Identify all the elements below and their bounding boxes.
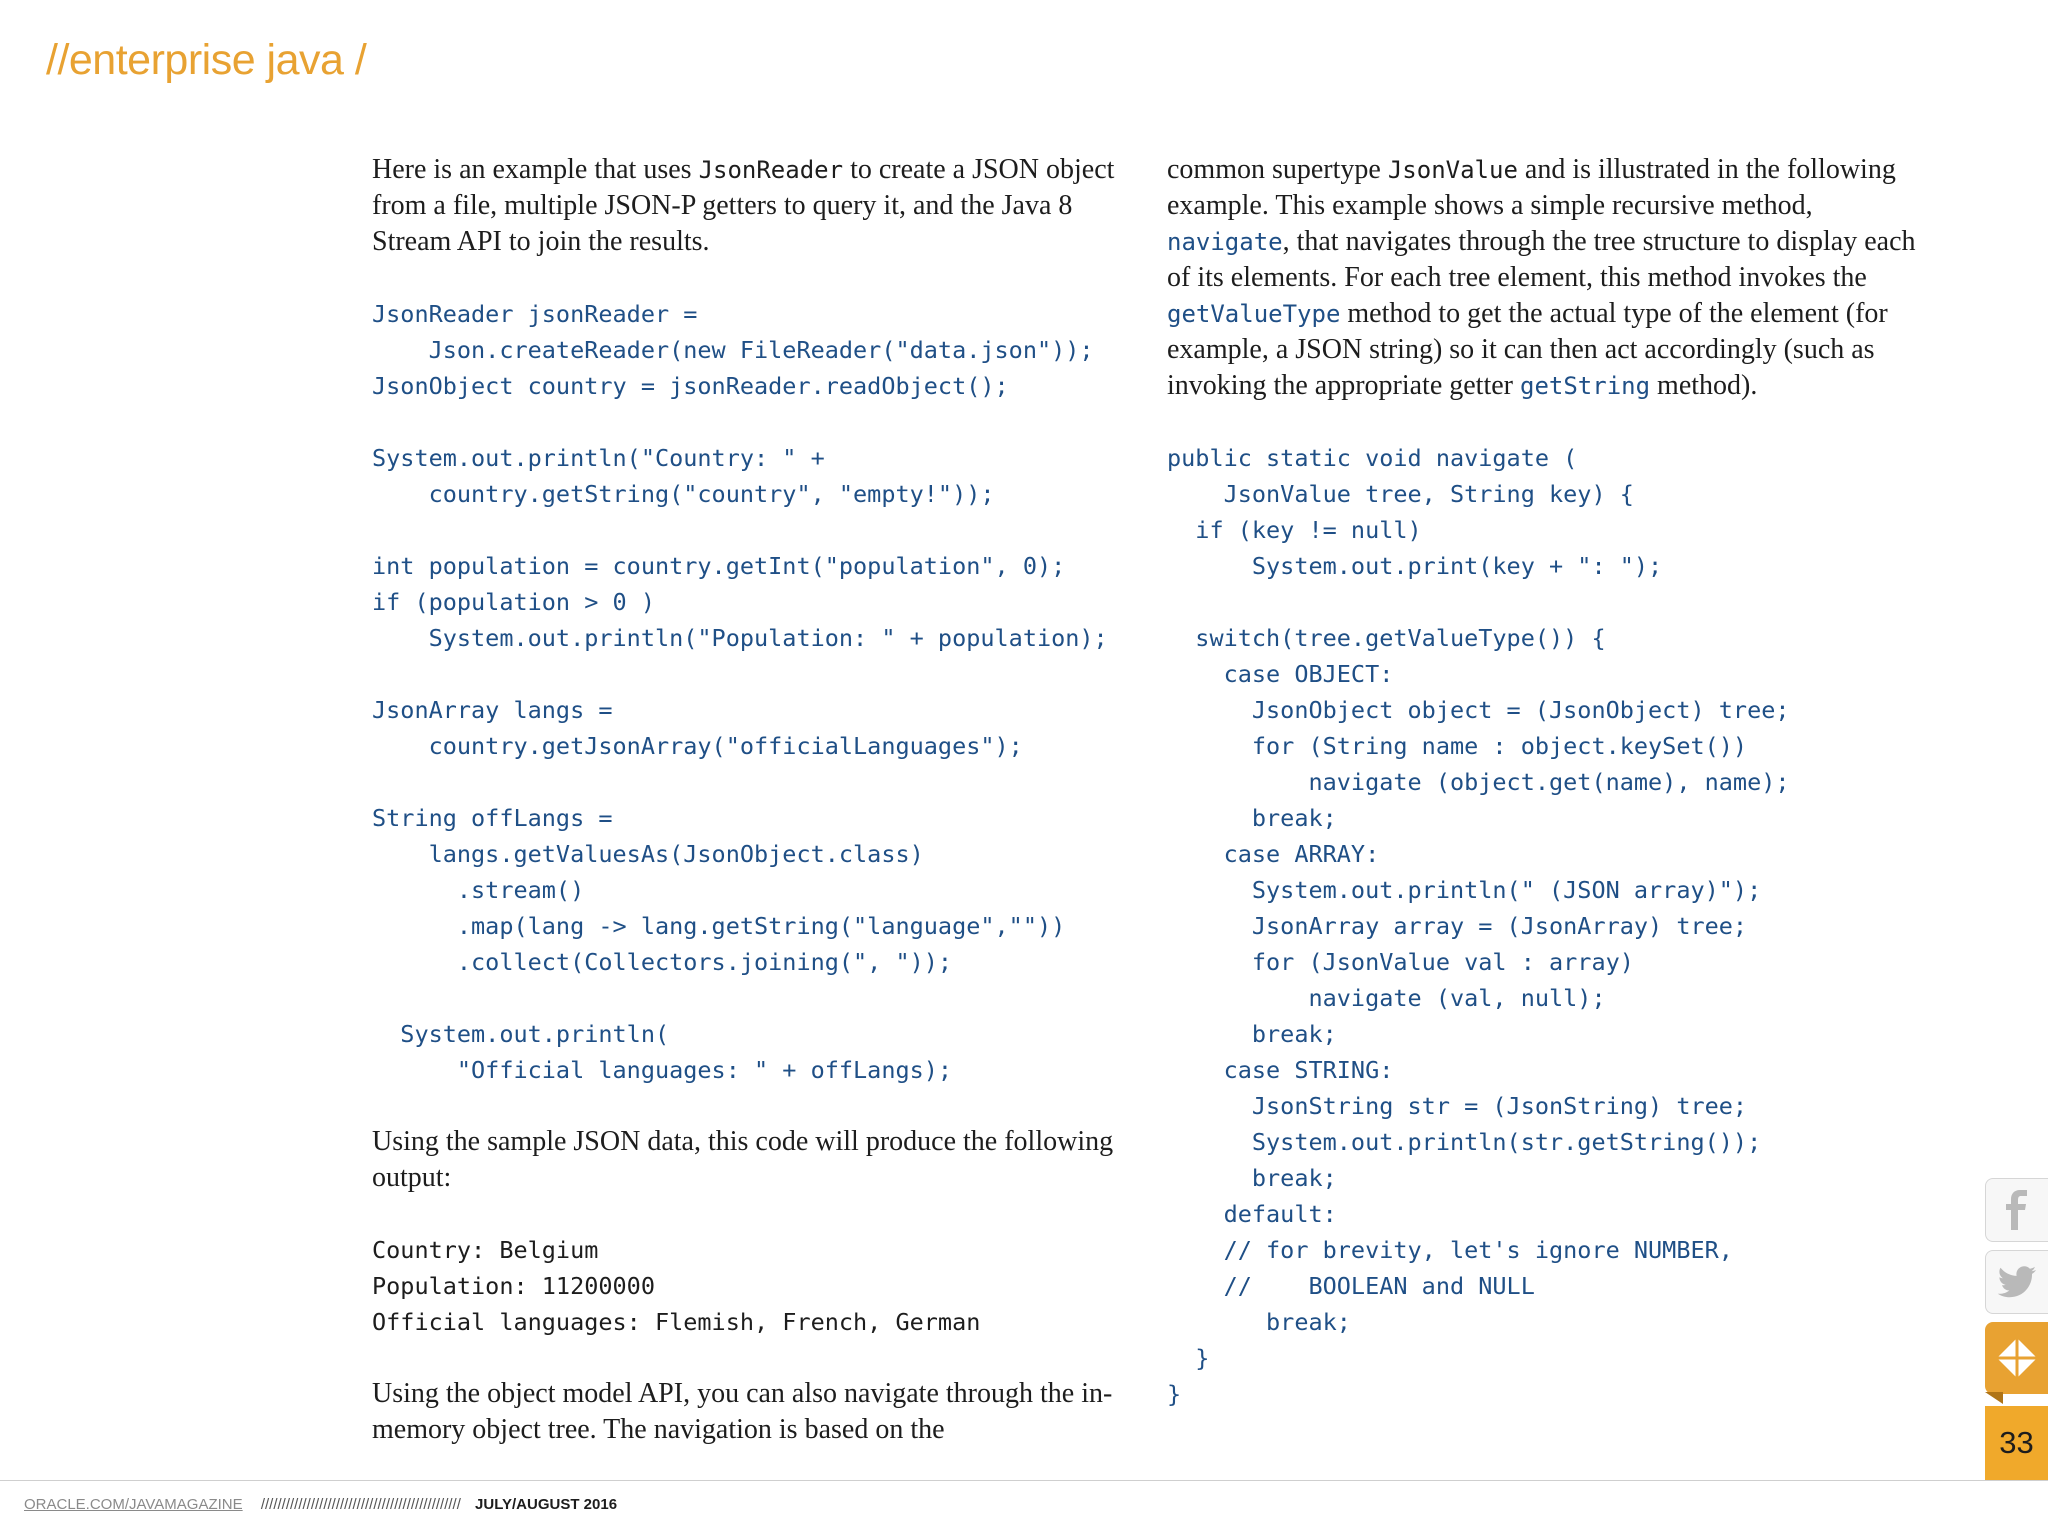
footer xyxy=(24,1496,617,1513)
code-line: System.out.println(str.getString()); xyxy=(1167,1128,1762,1156)
code-line: Population: 11200000 xyxy=(372,1272,655,1300)
text-span: Here is an example that uses xyxy=(372,154,699,185)
code-line: Json.createReader(new FileReader("data.json")); xyxy=(372,336,1094,364)
footer-divider xyxy=(0,1480,2048,1481)
text-span: method to get the actual type of the element (for example, a JSON string) so it can then act accordingly (such as invoking the appropriate getter xyxy=(1167,298,1895,401)
code-line: public static void navigate ( xyxy=(1167,444,1578,472)
code-line xyxy=(372,512,1142,548)
code-line: JsonObject country = jsonReader.readObject(); xyxy=(372,372,1009,400)
code-line: Country: Belgium xyxy=(372,1236,599,1264)
left-column xyxy=(372,152,1142,1448)
code-line: .stream() xyxy=(372,876,585,904)
code-line: JsonArray langs = xyxy=(372,696,613,724)
text-span: and is illustrated in the following example. This example shows a simple recursive method, xyxy=(1167,154,1903,221)
code-line: case STRING: xyxy=(1167,1056,1394,1084)
page-number: 33 xyxy=(1985,1406,2048,1480)
code-line: case ARRAY: xyxy=(1167,840,1380,868)
code-line: System.out.println( xyxy=(372,1020,670,1048)
code-line: System.out.print(key + ": "); xyxy=(1167,552,1663,580)
right-column xyxy=(1167,152,1927,1412)
code-line: System.out.println("Population: " + population); xyxy=(372,624,1108,652)
text-span: method). xyxy=(1650,370,1758,401)
code-line: JsonReader jsonReader = xyxy=(372,300,698,328)
inline-code: getValueType xyxy=(1167,300,1341,328)
code-line: } xyxy=(1167,1344,1210,1372)
code-line: for (String name : object.keySet()) xyxy=(1167,732,1748,760)
code-line xyxy=(372,404,1142,440)
code-line: break; xyxy=(1167,1020,1337,1048)
twitter-share-button[interactable] xyxy=(1985,1250,2048,1314)
code-line: "Official languages: " + offLangs); xyxy=(372,1056,953,1084)
code-line: if (key != null) xyxy=(1167,516,1422,544)
code-line: country.getJsonArray("officialLanguages"); xyxy=(372,732,1023,760)
twitter-icon xyxy=(1997,1265,2037,1299)
inline-code: navigate xyxy=(1167,228,1283,256)
code-line: if (population > 0 ) xyxy=(372,588,655,616)
code-line: break; xyxy=(1167,1164,1337,1192)
code-line: // BOOLEAN and NULL xyxy=(1167,1272,1535,1300)
inline-code: getString xyxy=(1520,372,1651,400)
code-line: navigate (object.get(name), name); xyxy=(1167,768,1790,796)
code-line: int population = country.getInt("population", 0); xyxy=(372,552,1066,580)
email-icon xyxy=(1995,1336,2039,1380)
email-share-button[interactable] xyxy=(1985,1322,2048,1394)
code-output xyxy=(372,1232,1142,1340)
code-line: switch(tree.getValueType()) { xyxy=(1167,624,1606,652)
code-line: } xyxy=(1167,1380,1182,1408)
code-line: case OBJECT: xyxy=(1167,660,1394,688)
code-line: JsonArray array = (JsonArray) tree; xyxy=(1167,912,1748,940)
code-line: Official languages: Flemish, French, German xyxy=(372,1308,981,1336)
code-line: break; xyxy=(1167,804,1337,832)
output-intro-paragraph: Using the sample JSON data, this code will produce the following output: xyxy=(372,1126,1121,1193)
site-link[interactable]: ORACLE.COM/JAVAMAGAZINE xyxy=(24,1496,243,1513)
footer-slashes: //////////////////////////////////////////////// xyxy=(260,1496,461,1513)
inline-code: JsonReader xyxy=(698,156,844,184)
code-line: System.out.println("Country: " + xyxy=(372,444,825,472)
text-span: , that navigates through the tree structure to display each of its elements. For each tree element, this method invokes the xyxy=(1167,226,1923,293)
email-button-tail xyxy=(1985,1392,2003,1404)
code-line xyxy=(372,764,1142,800)
code-line: .map(lang -> lang.getString("language","")) xyxy=(372,912,1066,940)
text-span: to create a JSON object from a file, multiple JSON-P getters to query it, and the Java 8 Stream API to join the results. xyxy=(372,154,1122,257)
facebook-icon xyxy=(2000,1190,2034,1230)
code-line xyxy=(372,656,1142,692)
code-line: langs.getValuesAs(JsonObject.class) xyxy=(372,840,924,868)
text-span: common supertype xyxy=(1167,154,1388,185)
code-line xyxy=(1167,584,1927,620)
code-line xyxy=(372,980,1142,1016)
code-line: JsonObject object = (JsonObject) tree; xyxy=(1167,696,1790,724)
code-line: String offLangs = xyxy=(372,804,613,832)
code-line: // for brevity, let's ignore NUMBER, xyxy=(1167,1236,1733,1264)
code-line: .collect(Collectors.joining(", ")); xyxy=(372,948,953,976)
code-block-navigate xyxy=(1167,440,1927,1412)
code-line: System.out.println(" (JSON array)"); xyxy=(1167,876,1762,904)
issue-date: JULY/AUGUST 2016 xyxy=(475,1496,618,1513)
code-line: country.getString("country", "empty!")); xyxy=(372,480,995,508)
code-line: navigate (val, null); xyxy=(1167,984,1606,1012)
code-line: JsonString str = (JsonString) tree; xyxy=(1167,1092,1748,1120)
code-line: JsonValue tree, String key) { xyxy=(1167,480,1634,508)
code-line: default: xyxy=(1167,1200,1337,1228)
code-line: break; xyxy=(1167,1308,1351,1336)
code-line: for (JsonValue val : array) xyxy=(1167,948,1634,976)
intro-paragraph xyxy=(372,152,1142,260)
section-title: //enterprise java / xyxy=(46,36,367,84)
code-block-json-reader xyxy=(372,296,1142,1088)
facebook-share-button[interactable] xyxy=(1985,1178,2048,1242)
navigate-intro-paragraph xyxy=(1167,152,1927,404)
inline-code: JsonValue xyxy=(1387,156,1518,184)
closing-paragraph: Using the object model API, you can also navigate through the in-memory object tree. The navigation is based on the xyxy=(372,1378,1113,1445)
